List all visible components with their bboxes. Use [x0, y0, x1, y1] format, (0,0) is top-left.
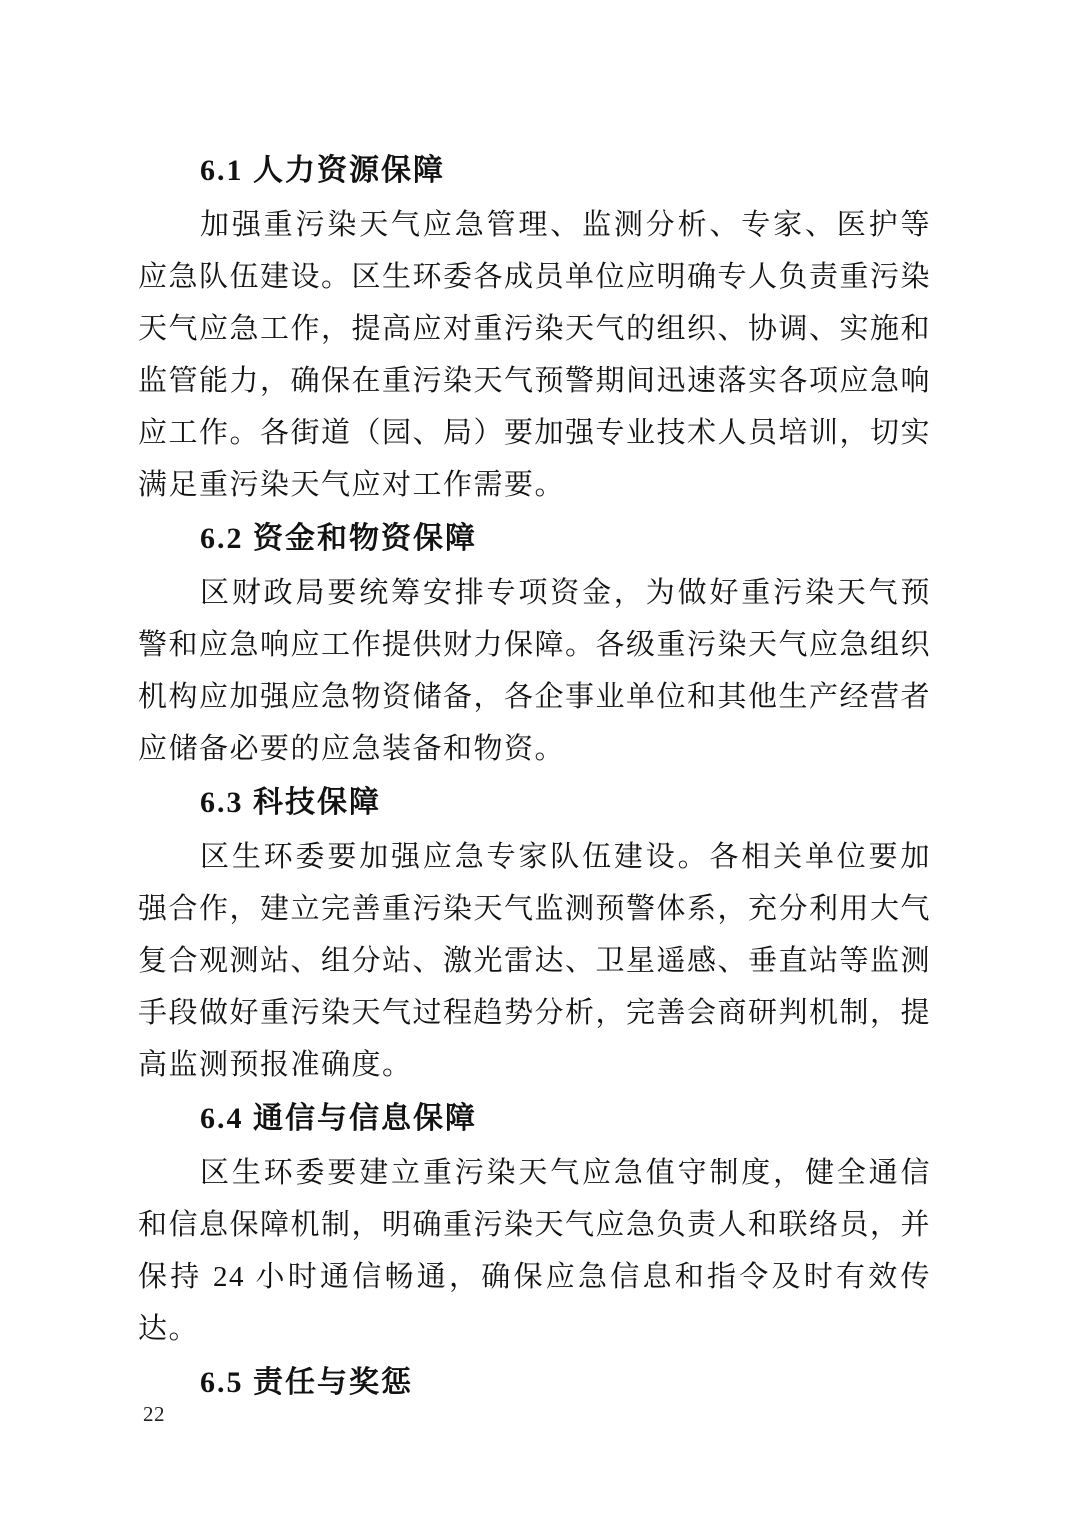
section-heading-6-1: 6.1 人力资源保障 — [200, 154, 445, 187]
document-content — [138, 143, 931, 1411]
section-paragraph-6-3: 区生环委要加强应急专家队伍建设。各相关单位要加强合作，建立完善重污染天气监测预警体系，充分利用大气复合观测站、组分站、激光雷达、卫星遥感、垂直站等监测手段做好重污染天气过程趋势分析，完善会商研判机制，提高监测预报准确度。 — [138, 841, 932, 1081]
section-paragraph-6-4: 区生环委要建立重污染天气应急值守制度，健全通信和信息保障机制，明确重污染天气应急负责人和联络员，并保持 24 小时通信畅通，确保应急信息和指令及时有效传达。 — [138, 1157, 932, 1345]
section-paragraph-6-2: 区财政局要统筹安排专项资金，为做好重污染天气预警和应急响应工作提供财力保障。各级重污染天气应急组织机构应加强应急物资储备，各企事业单位和其他生产经营者应储备必要的应急装备和物资。 — [138, 577, 932, 765]
page-footer — [143, 1402, 165, 1427]
section-heading-6-2: 6.2 资金和物资保障 — [200, 522, 477, 555]
section-heading-6-5: 6.5 责任与奖惩 — [200, 1366, 413, 1399]
section-paragraph-6-1: 加强重污染天气应急管理、监测分析、专家、医护等应急队伍建设。区生环委各成员单位应明确专人负责重污染天气应急工作，提高应对重污染天气的组织、协调、实施和监管能力，确保在重污染天气预警期间迅速落实各项应急响应工作。各街道（园、局）要加强专业技术人员培训，切实满足重污染天气应对工作需要。 — [138, 209, 932, 501]
section-heading-6-4: 6.4 通信与信息保障 — [200, 1102, 477, 1135]
page-number: 22 — [143, 1402, 165, 1426]
section-heading-6-3: 6.3 科技保障 — [200, 786, 381, 819]
